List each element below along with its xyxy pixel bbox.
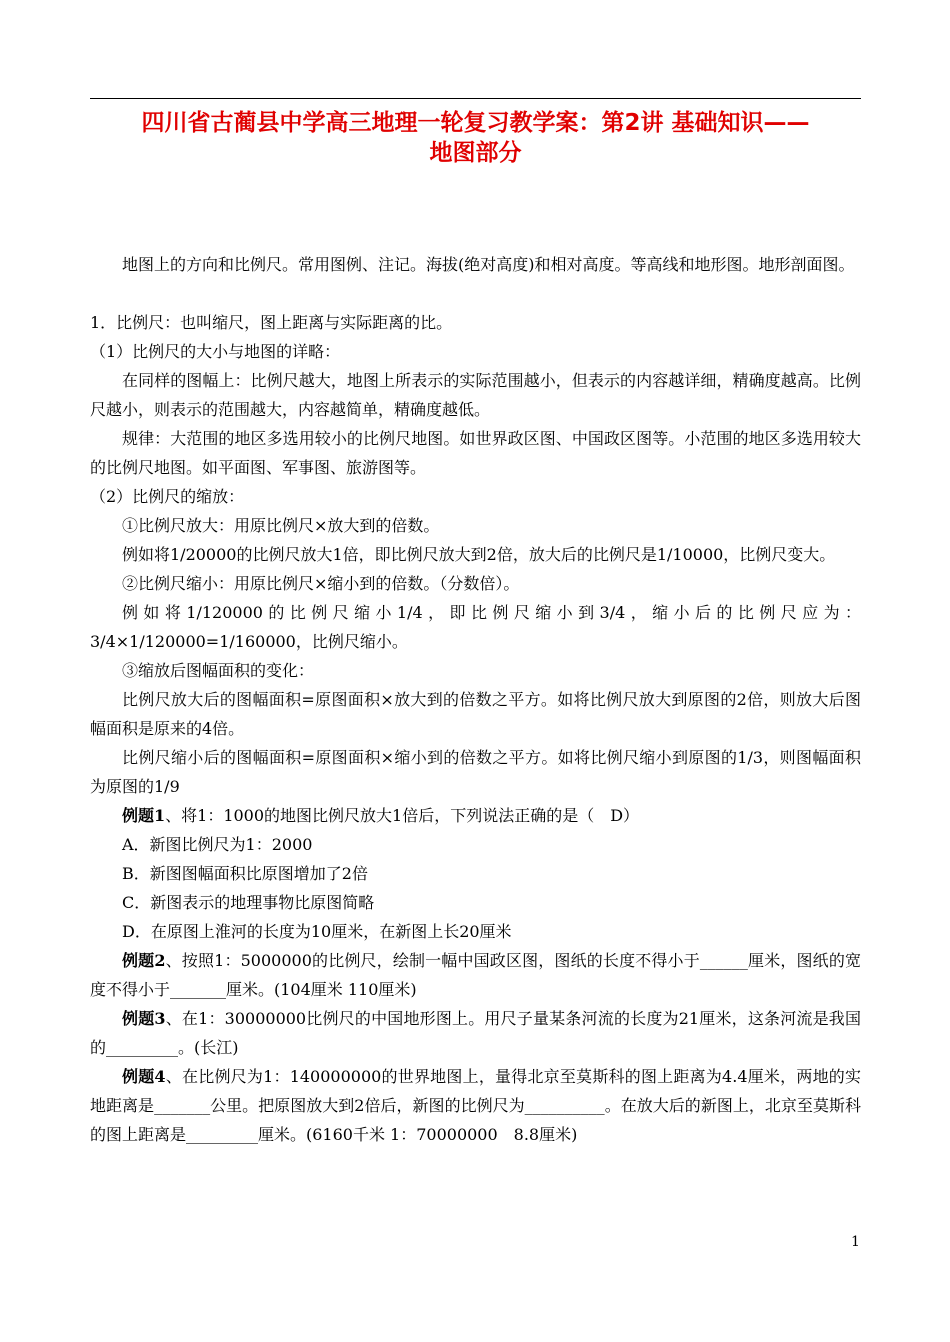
reduce-example: 例如将1/120000的比例尺缩小1/4，即比例尺缩小到3/4，缩小后的比例尺应为：3/4×1/120000=1/160000，比例尺缩小。: [90, 603, 861, 651]
example-1-option-d: D．在原图上淮河的长度为10厘米，在新图上长20厘米: [122, 922, 512, 941]
example-3-text: 、在1：30000000比例尺的中国地形图上。用尺子量某条河流的长度为21厘米，这条河流是我国的_________。(长江): [90, 1009, 861, 1057]
title-line-1: 四川省古蔺县中学高三地理一轮复习教学案：第2讲 基础知识——: [141, 110, 810, 136]
area-enlarge-paragraph: 比例尺放大后的图幅面积=原图面积×放大到的倍数之平方。如将比例尺放大到原图的2倍，则放大后图幅面积是原来的4倍。: [90, 690, 861, 738]
example-4-text: 、在比例尺为1：140000000的世界地图上，量得北京至莫斯科的图上距离为4.4厘米，两地的实地距离是_______公里。把原图放大到2倍后，新图的比例尺为__________。在放大后的新图上，北京至莫斯科的图上距离是_________厘米。(6160千米 1：70000000 8.8厘米): [90, 1067, 862, 1144]
example-4-label: 例题4: [122, 1067, 166, 1086]
section-1-heading: 1．比例尺：也叫缩尺，图上距离与实际距离的比。: [90, 313, 453, 332]
area-change-heading: ③缩放后图幅面积的变化：: [122, 661, 315, 680]
reduce-rule: ②比例尺缩小：用原比例尺×缩小到的倍数。（分数倍）。: [122, 574, 520, 593]
subsection-2-heading: （2）比例尺的缩放：: [90, 487, 245, 506]
document-title: [90, 108, 861, 168]
subsection-1-heading: （1）比例尺的大小与地图的详略：: [90, 342, 341, 361]
page-number: 1: [851, 1234, 860, 1250]
scale-rule-paragraph: 规律：大范围的地区多选用较小的比例尺地图。如世界政区图、中国政区图等。小范围的地区多选用较大的比例尺地图。如平面图、军事图、旅游图等。: [90, 429, 861, 477]
area-reduce-paragraph: 比例尺缩小后的图幅面积=原图面积×缩小到的倍数之平方。如将比例尺缩小到原图的1/3，则图幅面积为原图的1/9: [90, 748, 861, 796]
example-2-text: 、按照1：5000000的比例尺，绘制一幅中国政区图，图纸的长度不得小于______厘米，图纸的宽度不得小于_______厘米。(104厘米 110厘米): [90, 951, 861, 999]
example-3: [90, 1004, 861, 1062]
document-body: [90, 250, 861, 1149]
example-1-text: 、将1：1000的地图比例尺放大1倍后，下列说法正确的是（ D）: [165, 806, 640, 825]
example-1: [90, 801, 861, 830]
blank-line: [90, 279, 861, 308]
example-1-label: 例题1: [122, 806, 166, 825]
example-1-option-c: C．新图表示的地理事物比原图简略: [122, 893, 375, 912]
example-2: [90, 946, 861, 1004]
example-4: [90, 1062, 861, 1149]
example-2-label: 例题2: [122, 951, 166, 970]
intro-paragraph: 地图上的方向和比例尺。常用图例、注记。海拔(绝对高度)和相对高度。等高线和地形图。地形剖面图。: [122, 255, 855, 274]
enlarge-example: 例如将1/20000的比例尺放大1倍，即比例尺放大到2倍，放大后的比例尺是1/10000，比例尺变大。: [122, 545, 836, 564]
header-rule: [90, 98, 861, 99]
scale-detail-paragraph: 在同样的图幅上：比例尺越大，地图上所表示的实际范围越小，但表示的内容越详细，精确度越高。比例尺越小，则表示的范围越大，内容越简单，精确度越低。: [90, 371, 861, 419]
example-1-option-a: A．新图比例尺为1：2000: [122, 835, 313, 854]
example-3-label: 例题3: [122, 1009, 166, 1028]
example-1-option-b: B．新图图幅面积比原图增加了2倍: [122, 864, 368, 883]
title-line-2: 地图部分: [429, 140, 522, 166]
enlarge-rule: ①比例尺放大：用原比例尺×放大到的倍数。: [122, 516, 440, 535]
